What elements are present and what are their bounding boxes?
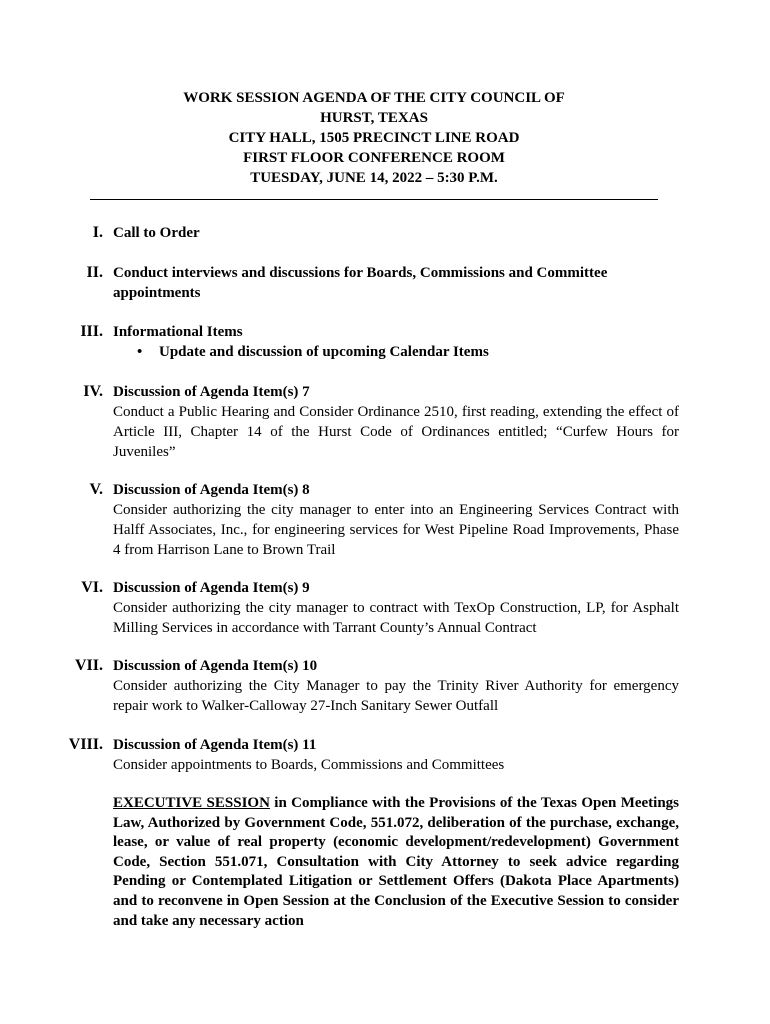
item-title: Call to Order xyxy=(113,225,200,241)
header-line-city: HURST, TEXAS xyxy=(320,110,428,126)
header-line-date: TUESDAY, JUNE 14, 2022 – 5:30 P.M. xyxy=(250,170,498,186)
item-description: Consider authorizing the city manager to contract with TexOp Construction, LP, for Asphalt Milling Services in accordance with Tarrant County’s Annual Contract xyxy=(113,600,679,636)
executive-session-paragraph xyxy=(113,794,679,931)
item-numeral: IV. xyxy=(83,383,103,400)
item-description: Conduct a Public Hearing and Consider Ordinance 2510, first reading, extending the effect of Article III, Chapter 14 of the Hurst Code of Ordinances entitled; “Curfew Hours for Juveniles” xyxy=(113,404,679,460)
executive-session-text: in Compliance with the Provisions of the Texas Open Meetings Law, Authorized by Government Code, 551.072, deliberation of the purchase, exchange, lease, or value of real property (economic development/redevelopment) Government Code, Section 551.071, Consultation with City Attorney to seek advice regarding Pending or Contemplated Litigation or Settlement Offers (Dakota Place Apartments) and to reconvene in Open Session at the Conclusion of the Executive Session to consider and take any necessary action xyxy=(113,795,680,929)
item-description: Consider appointments to Boards, Commissions and Committees xyxy=(113,757,505,773)
item-title: Discussion of Agenda Item(s) 7 xyxy=(113,384,310,400)
item-title: Discussion of Agenda Item(s) 8 xyxy=(113,482,310,498)
header-divider xyxy=(90,199,658,200)
item-description: Consider authorizing the City Manager to pay the Trinity River Authority for emergency repair work to Walker-Calloway 27-Inch Sanitary Sewer Outfall xyxy=(113,678,679,714)
bullet-icon: • xyxy=(137,344,143,360)
item-title: Conduct interviews and discussions for Boards, Commissions and Committee appointments xyxy=(113,265,608,301)
item-numeral: V. xyxy=(89,481,103,498)
header-line-room: FIRST FLOOR CONFERENCE ROOM xyxy=(243,150,505,166)
item-numeral: VIII. xyxy=(68,736,103,753)
item-numeral: VII. xyxy=(74,657,103,674)
item-numeral: III. xyxy=(80,323,103,340)
item-numeral: I. xyxy=(92,224,103,241)
item-description: Consider authorizing the city manager to enter into an Engineering Services Contract with Halff Associates, Inc., for engineering services for West Pipeline Road Improvements, Phase 4 from Harrison Lane to Brown Trail xyxy=(113,502,679,558)
item-numeral: II. xyxy=(86,264,103,281)
agenda-header xyxy=(90,88,658,188)
header-line-title: WORK SESSION AGENDA OF THE CITY COUNCIL OF xyxy=(183,90,565,106)
item-title: Discussion of Agenda Item(s) 10 xyxy=(113,658,318,674)
bullet-text: Update and discussion of upcoming Calendar Items xyxy=(159,344,489,360)
item-title: Discussion of Agenda Item(s) 11 xyxy=(113,737,317,753)
executive-session-label: EXECUTIVE SESSION xyxy=(113,795,270,811)
item-title: Informational Items xyxy=(113,324,243,340)
item-title: Discussion of Agenda Item(s) 9 xyxy=(113,580,310,596)
header-line-address: CITY HALL, 1505 PRECINCT LINE ROAD xyxy=(228,130,520,146)
item-numeral: VI. xyxy=(81,579,103,596)
item-bullet xyxy=(113,342,679,362)
